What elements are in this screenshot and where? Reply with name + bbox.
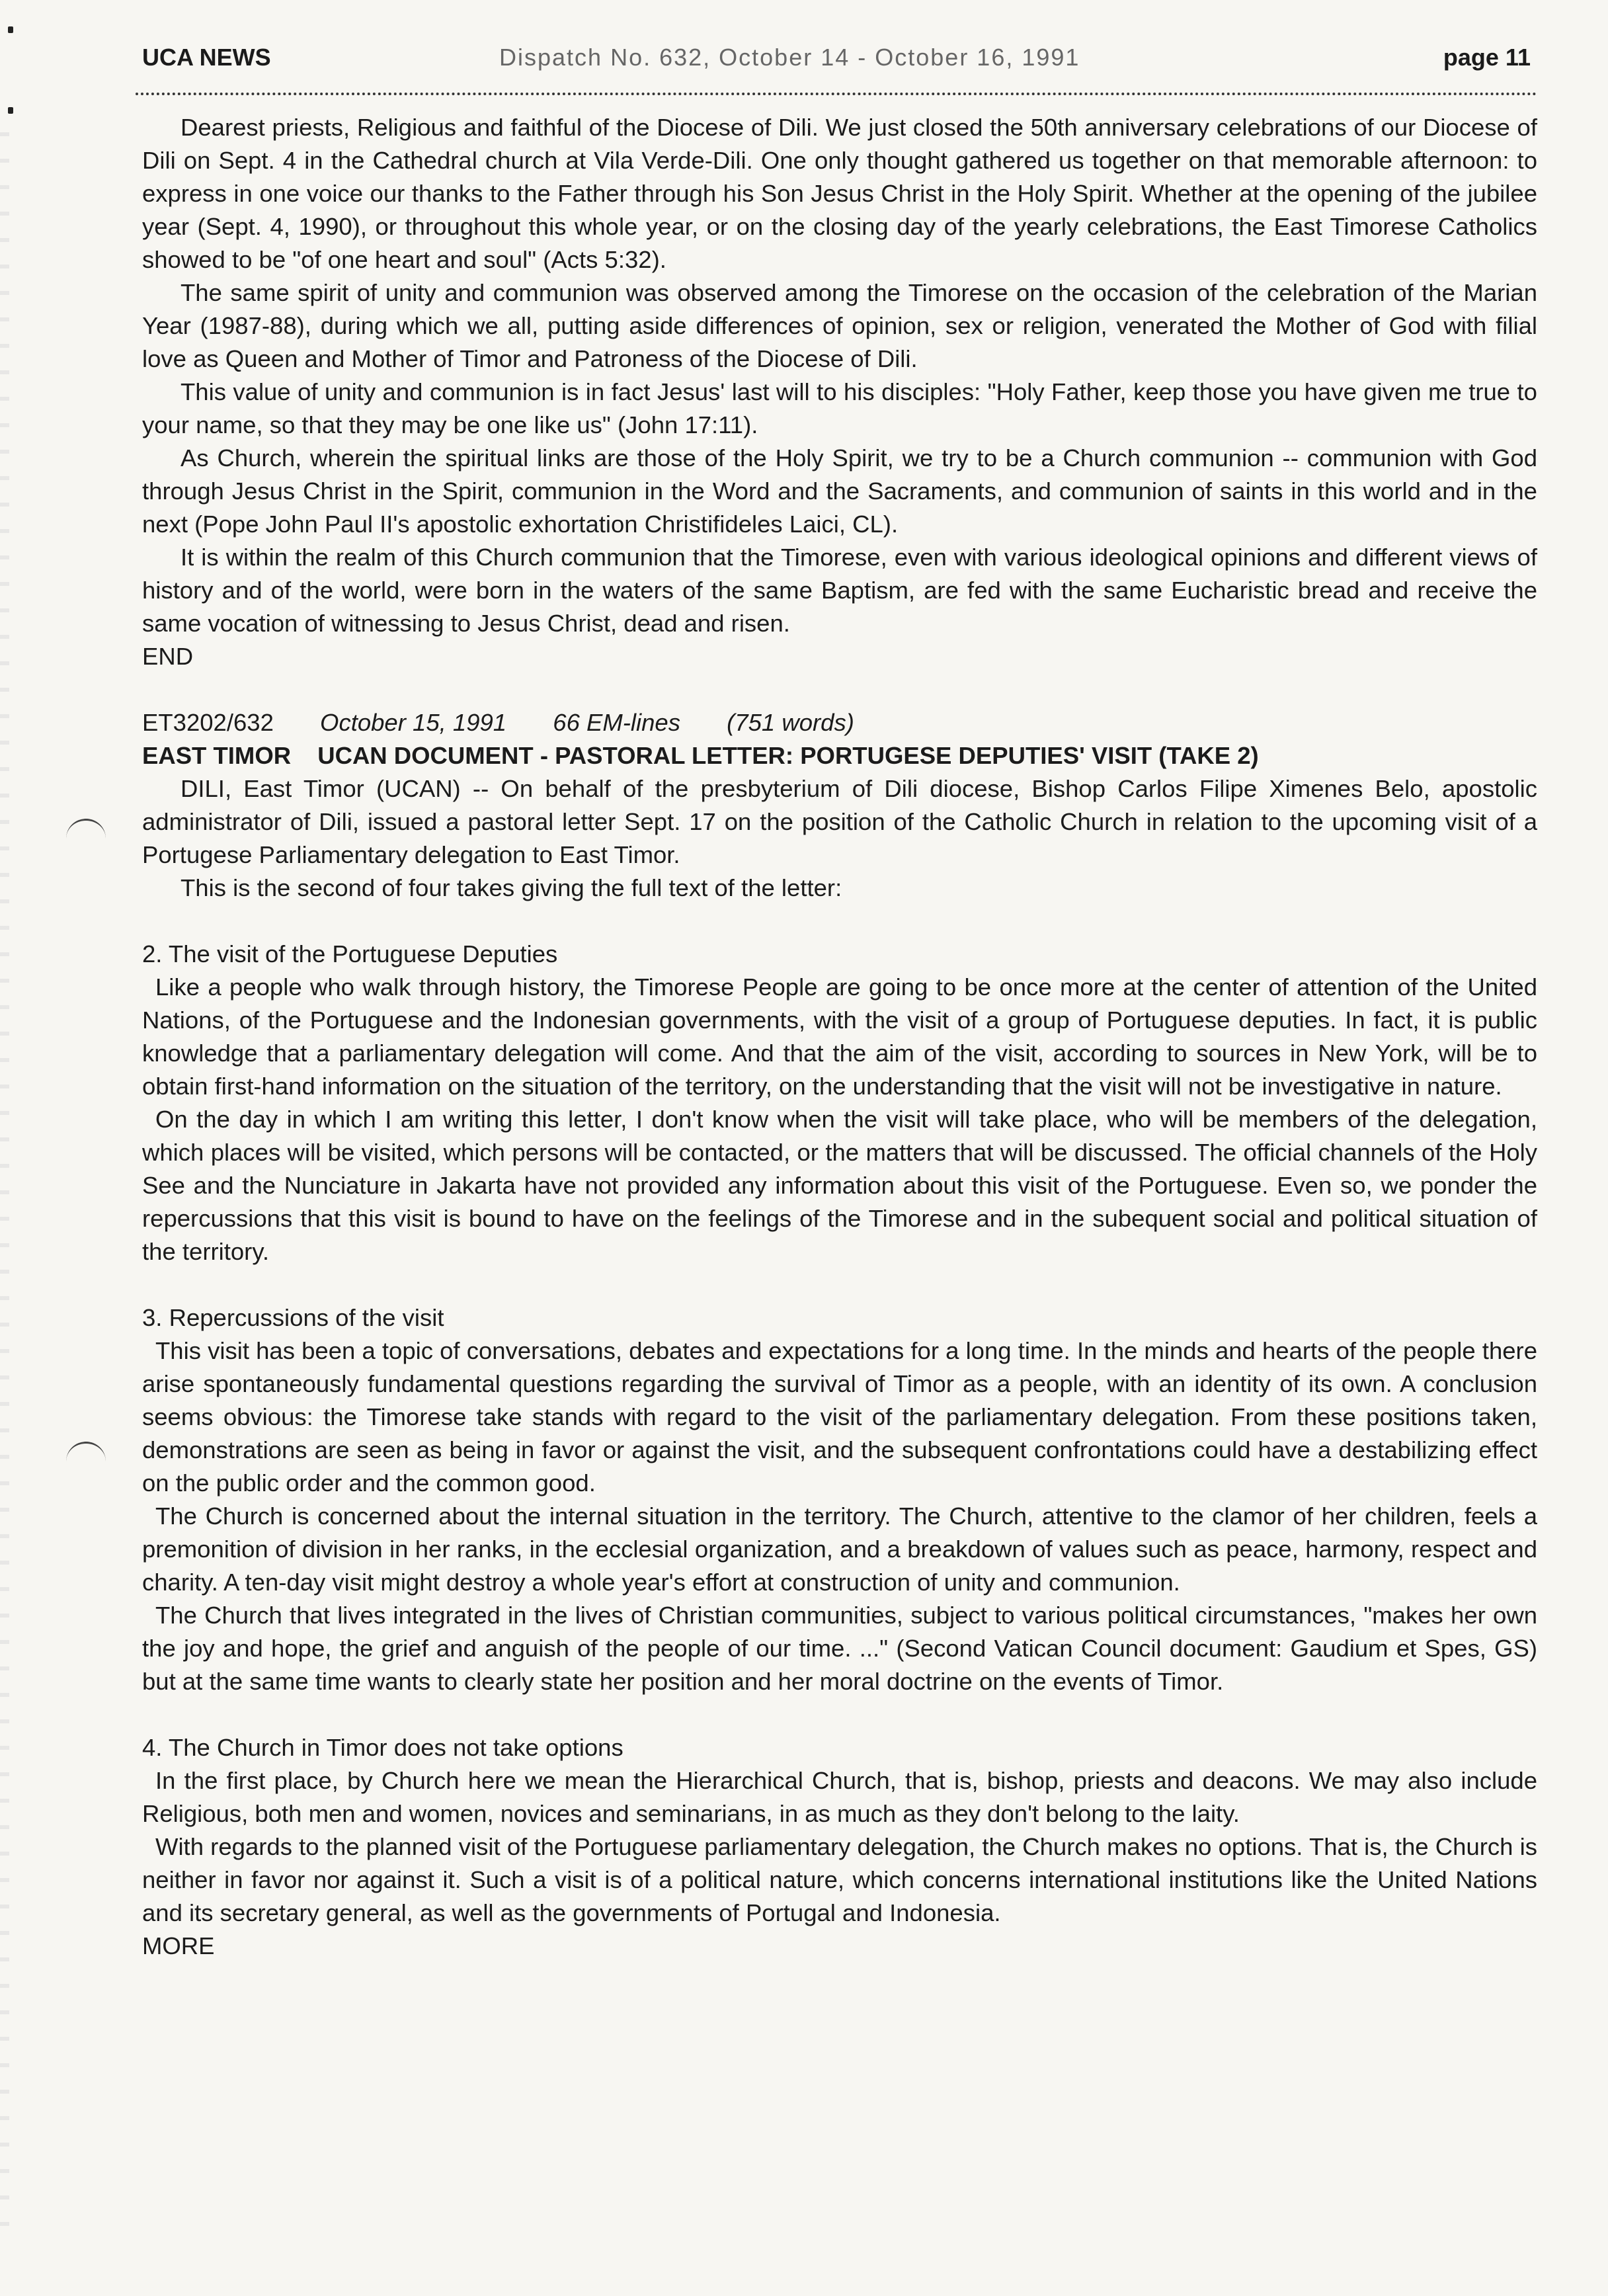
section-heading: 4. The Church in Timor does not take options bbox=[142, 1734, 623, 1761]
paragraph: This visit has been a topic of conversations, debates and expectations for a long time. In the minds and hearts of the people there arise spontaneously fundamental questions regarding the survival of Timor as a people, with an identity of its own. A conclusion seems obvious: the Timorese take stands with regard to the visit of the parliamentary delegation. From these positions taken, demonstrations are seen as being in favor or against the visit, and the subsequent confrontations could have a destabilizing effect on the public order and the common good. bbox=[142, 1337, 1537, 1496]
paragraph: The same spirit of unity and communion was observed among the Timorese on the occasion of the celebration of the Marian Year (1987-88), during which we all, putting aside differences of opinion, sex or religion, venerated the Mother of God with filial love as Queen and Mother of Timor and Patroness of the Diocese of Dili. bbox=[142, 279, 1537, 372]
paragraph: It is within the realm of this Church communion that the Timorese, even with various ideological opinions and different views of history and of the world, were born in the waters of the same Baptism, are fed with the same Eucharistic bread and receive the same vocation of witnessing to Jesus Christ, dead and risen. bbox=[142, 544, 1537, 637]
paragraph: The Church is concerned about the internal situation in the territory. The Church, attentive to the clamor of her children, feels a premonition of division in her ranks, in the ecclesial organization, and a breakdown of values such as peace, harmony, respect and charity. A ten-day visit might destroy a whole year's effort at construction of unity and communion. bbox=[142, 1502, 1537, 1596]
margin-mark bbox=[66, 1442, 106, 1470]
scan-edge bbox=[0, 132, 9, 2248]
end-marker: END bbox=[142, 643, 194, 670]
slug-region: EAST TIMOR bbox=[142, 742, 292, 769]
paragraph: On the day in which I am writing this letter, I don't know when the visit will take place, who will be members of the delegation, which places will be visited, which persons will be contacted, or the matters that will be discussed. The official channels of the Holy See and the Nunciature in Jakarta have not provided any information about this visit of the Portuguese. Even so, we ponder the repercussions that this visit is bound to have on the feelings of the Timorese and in the subequent social and political situation of the territory. bbox=[142, 1106, 1537, 1265]
story-code: ET3202/632 bbox=[142, 709, 274, 736]
story-slug bbox=[142, 739, 1537, 772]
section-heading: 2. The visit of the Portuguese Deputies bbox=[142, 940, 558, 967]
margin-speck bbox=[8, 26, 13, 33]
paragraph: With regards to the planned visit of the Portuguese parliamentary delegation, the Church makes no options. That is, the Church is neither in favor nor against it. Such a visit is of a political nature, which concerns international institutions like the United Nations and its secretary general, as well as the governments of Portugal and Indonesia. bbox=[142, 1833, 1537, 1926]
paragraph: Like a people who walk through history, the Timorese People are going to be once more at the center of attention of the United Nations, of the Portuguese and the Indonesian governments, with the visit of a group of Portuguese deputies. In fact, it is public knowledge that a parliamentary delegation will come. And that the aim of the visit, according to sources in New York, will be to obtain first-hand information on the situation of the territory, on the understanding that the visit will not be investigative in nature. bbox=[142, 973, 1537, 1100]
section-heading: 3. Repercussions of the visit bbox=[142, 1304, 444, 1331]
paragraph: Dearest priests, Religious and faithful of the Diocese of Dili. We just closed the 50th anniversary celebrations of our Diocese of Dili on Sept. 4 in the Cathedral church at Vila Verde-Dili. One only thought gathered us together on that memorable afternoon: to express in one voice our thanks to the Father through his Son Jesus Christ in the Holy Spirit. Whether at the opening of the jubilee year (Sept. 4, 1990), or throughout this whole year, or on the closing day of the yearly celebrations, the East Timorese Catholics showed to be "of one heart and soul" (Acts 5:32). bbox=[142, 114, 1537, 273]
page-number: page 11 bbox=[1443, 44, 1531, 71]
story-words: (751 words) bbox=[727, 709, 854, 736]
dispatch-info: Dispatch No. 632, October 14 - October 16, 1991 bbox=[499, 44, 1080, 71]
paragraph: DILI, East Timor (UCAN) -- On behalf of the presbyterium of Dili diocese, Bishop Carlos Filipe Ximenes Belo, apostolic administrator of Dili, issued a pastoral letter Sept. 17 on the position of the Catholic Church in relation to the upcoming visit of a Portugese Parliamentary delegation to East Timor. bbox=[142, 775, 1537, 868]
paragraph: As Church, wherein the spiritual links are those of the Holy Spirit, we try to be a Church communion -- communion with God through Jesus Christ in the Spirit, communion in the Word and the Sacraments, and communion of saints in this world and in the next (Pope John Paul II's apostolic exhortation Christifideles Laici, CL). bbox=[142, 444, 1537, 538]
article-body bbox=[142, 111, 1537, 1963]
paragraph: In the first place, by Church here we mean the Hierarchical Church, that is, bishop, priests and deacons. We may also include Religious, both men and women, novices and seminarians, in as much as they don't belong to the laity. bbox=[142, 1767, 1537, 1827]
slug-title: UCAN DOCUMENT - PASTORAL LETTER: PORTUGESE DEPUTIES' VISIT (TAKE 2) bbox=[317, 742, 1259, 769]
story-lines: 66 EM-lines bbox=[553, 709, 680, 736]
story-date: October 15, 1991 bbox=[320, 709, 507, 736]
header-rule bbox=[136, 93, 1537, 95]
page-header bbox=[142, 44, 1531, 78]
publication-name: UCA NEWS bbox=[142, 44, 271, 71]
margin-mark bbox=[66, 819, 106, 847]
more-marker: MORE bbox=[142, 1932, 215, 1959]
paragraph: This is the second of four takes giving the full text of the letter: bbox=[181, 874, 842, 901]
paragraph: This value of unity and communion is in fact Jesus' last will to his disciples: "Holy Father, keep those you have given me true to your name, so that they may be one like us" (John 17:11). bbox=[142, 378, 1537, 438]
paragraph: The Church that lives integrated in the lives of Christian communities, subject to various political circumstances, "makes her own the joy and hope, the grief and anguish of the people of our time. ..." (Second Vatican Council document: Gaudium et Spes, GS) but at the same time wants to clearly state her position and her moral doctrine on the events of Timor. bbox=[142, 1602, 1537, 1695]
margin-speck bbox=[8, 107, 13, 114]
story-meta bbox=[142, 706, 1537, 739]
